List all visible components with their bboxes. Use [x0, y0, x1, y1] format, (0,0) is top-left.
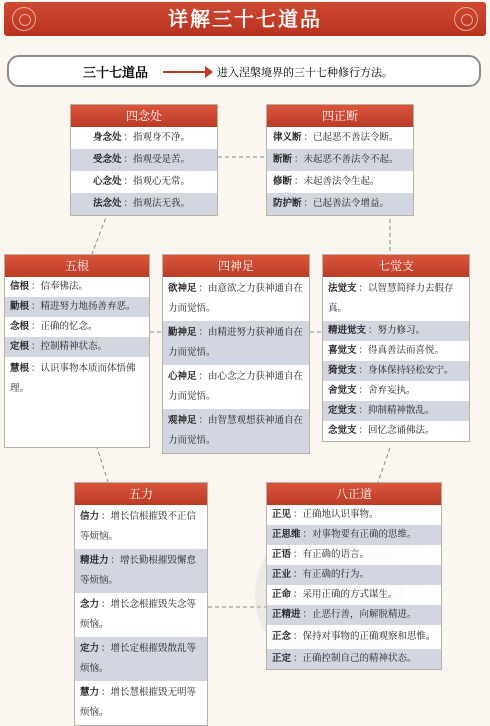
title-banner: [4, 2, 486, 36]
list-item: 律义断 ：已起恶不善法令断。: [273, 132, 399, 143]
group-title: 八正道: [267, 483, 441, 505]
list-item: 勤神足 ：由精进努力获神通自在力而觉悟。: [163, 321, 309, 365]
list-item: 受念处 ：指观受是苦。: [71, 149, 217, 171]
rose-emblem-icon: [454, 7, 478, 31]
list-item: 心神足 ：由心念之力获神通自在力而觉悟。: [168, 371, 304, 402]
list-item: 正念 ：保持对事物的正确观察和思惟。: [272, 631, 436, 642]
list-item: 信力 ：增长信根摧毁不正信等烦恼。: [80, 511, 197, 542]
list-item: 念根 ：正确的忆念。: [10, 321, 98, 332]
group-title: 五力: [75, 483, 207, 505]
group-five-roots: [4, 254, 150, 448]
list-item: 定力 ：增长定根摧毁散乱等烦恼。: [75, 637, 207, 681]
list-item: 猗觉支 ：身体保持轻松安宁。: [323, 361, 469, 381]
list-item: 法念处 ：指观法无我。: [71, 193, 217, 215]
list-item: 修断 ：未起善法令生起。: [273, 176, 380, 187]
list-item: 观神足 ：由智慧观想获神通自在力而觉悟。: [163, 409, 309, 453]
intro-name: 三十七道品: [83, 66, 149, 81]
list-item: 法觉支 ：以智慧简择力去假存真。: [328, 283, 454, 314]
intro-panel: [7, 55, 481, 87]
group-title: 四正断: [267, 105, 413, 127]
list-item: 身念处 ：指观身不净。: [93, 132, 191, 143]
page-title: 详解三十七道品: [168, 7, 322, 31]
list-item: 舍觉支 ：舍弃妄执。: [328, 385, 416, 396]
list-item: 念觉支 ：回忆念诵佛法。: [328, 425, 435, 436]
list-item: 正定 ：正确控制自己的精神状态。: [267, 649, 441, 669]
list-item: 慧根 ：认识事物本质而体悟佛理。: [10, 363, 136, 394]
connector-line: [378, 448, 390, 482]
list-item: 定觉支 ：抑制精神散乱。: [323, 401, 469, 421]
list-item: 正命 ：采用正确的方式谋生。: [272, 589, 398, 600]
list-item: 心念处 ：指观心无常。: [93, 176, 191, 187]
arrow-right-icon: [163, 71, 207, 73]
list-item: 正见 ：正确地认识事物。: [272, 509, 379, 520]
group-four-bases: [162, 254, 310, 454]
intro-description: 进入涅槃境界的三十七种修行方法。: [217, 66, 393, 79]
list-item: 定根 ：控制精神状态。: [5, 337, 149, 357]
group-seven-factors: [322, 254, 470, 442]
list-item: 防护断 ：已起善法令增益。: [267, 193, 413, 215]
group-title: 七觉支: [323, 255, 469, 277]
group-title: 五根: [5, 255, 149, 277]
list-item: 勤根 ：精进努力地扬善弃恶。: [5, 297, 149, 317]
group-four-right-efforts: [266, 104, 414, 216]
group-title: 四念处: [71, 105, 217, 127]
group-eightfold-path: [266, 482, 442, 670]
list-item: 喜觉支 ：得真善法而喜悦。: [328, 345, 445, 356]
list-item: 正业 ：有正确的行为。: [267, 565, 441, 585]
group-four-mindfulness: [70, 104, 218, 216]
group-five-powers: [74, 482, 208, 726]
rose-emblem-icon: [12, 7, 36, 31]
group-title: 四神足: [163, 255, 309, 277]
list-item: 精进觉支 ：努力修习。: [323, 321, 469, 341]
list-item: 慧力 ：增长慧根摧毁无明等烦恼。: [80, 687, 197, 718]
connector-line: [92, 212, 108, 254]
list-item: 正语 ：有正确的语言。: [272, 549, 370, 560]
list-item: 信根 ：信奉佛法。: [10, 281, 89, 292]
list-item: 欲神足 ：由意欲之力获神通自在力而觉悟。: [168, 283, 304, 314]
list-item: 念力 ：增长念根摧毁失念等烦恼。: [80, 599, 197, 630]
list-item: 断断 ：未起恶不善法令不起。: [267, 149, 413, 171]
list-item: 正思维 ：对事物要有正确的思维。: [267, 525, 441, 545]
list-item: 精进力 ：增长勤根摧毁懈怠等烦恼。: [75, 549, 207, 593]
list-item: 正精进 ：止恶行善，向解脱精进。: [267, 605, 441, 625]
